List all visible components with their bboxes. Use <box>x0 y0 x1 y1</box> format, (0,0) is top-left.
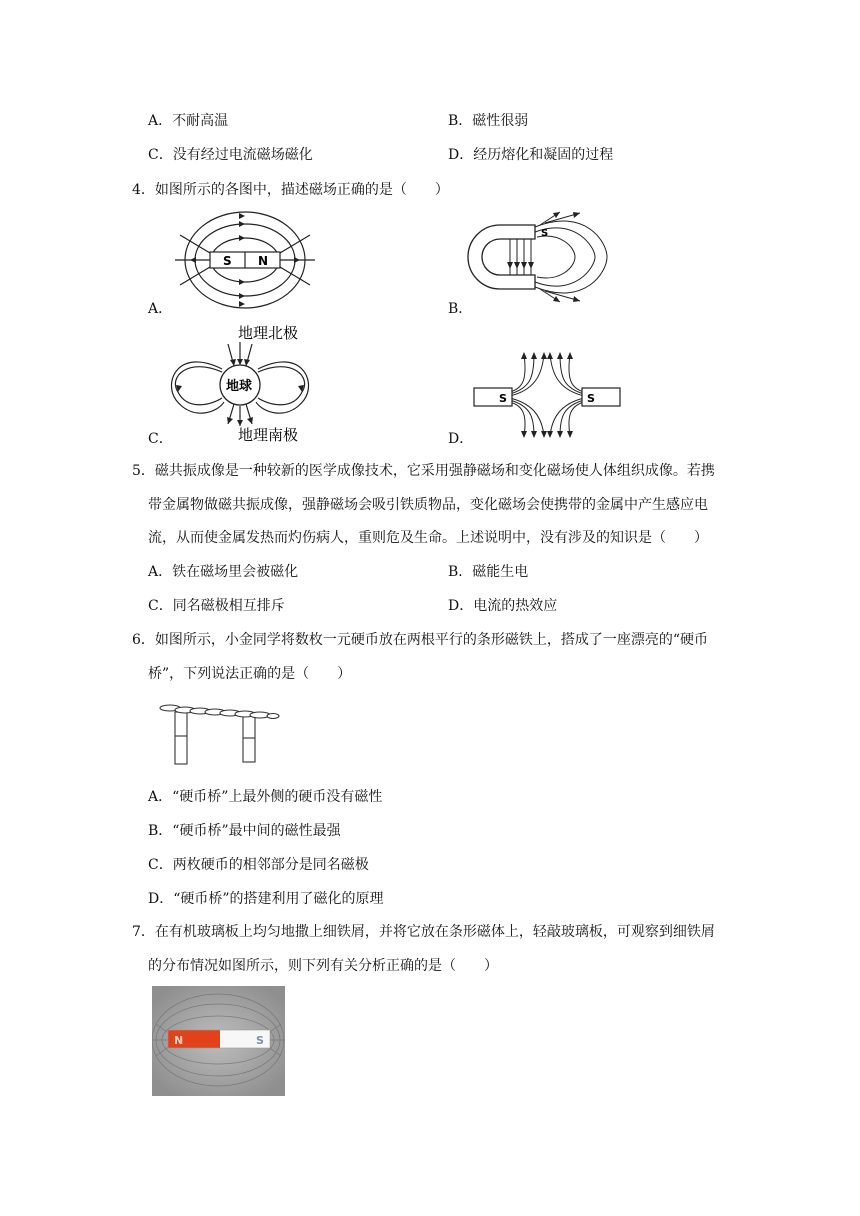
left-magnet-s-label: S <box>499 392 507 405</box>
q4-label-b: B． <box>448 301 473 317</box>
bar-magnet-field-figure <box>170 205 320 315</box>
magnet-s-label: S <box>223 254 232 268</box>
right-magnet-s-label: S <box>587 392 595 405</box>
q3-option-d: D．经历熔化和凝固的过程 <box>448 147 614 163</box>
coin-bridge-figure <box>155 700 280 768</box>
q6-option-a: A．“硬币桥”上最外侧的硬币没有磁性 <box>148 789 383 805</box>
earth-label: 地球 <box>226 379 253 394</box>
geographic-north-label: 地理北极 <box>238 324 299 342</box>
q6-option-d: D．“硬币桥”的搭建利用了磁化的原理 <box>148 891 384 907</box>
iron-filings-photo <box>152 986 285 1096</box>
q3-option-c: C．没有经过电流磁场磁化 <box>148 147 313 163</box>
q4-label-c: C． <box>148 431 173 447</box>
q7-stem-line2: 的分布情况如图所示，则下列有关分析正确的是（ ） <box>148 958 498 974</box>
horseshoe-magnet-field-figure <box>465 207 610 307</box>
q4-stem: 4．如图所示的各图中，描述磁场正确的是（ ） <box>132 182 449 198</box>
q6-stem-line2: 桥”，下列说法正确的是（ ） <box>148 666 352 682</box>
q4-label-d: D． <box>448 431 474 447</box>
q5-stem-line3: 流，从而使金属发热而灼伤病人，重则危及生命。上述说明中，没有涉及的知识是（ ） <box>148 530 708 546</box>
earth-magnetic-field-figure <box>168 322 313 446</box>
q7-stem-line1: 7．在有机玻璃板上均匀地撒上细铁屑，并将它放在条形磁体上，轻敲玻璃板，可观察到细铁屑 <box>132 924 715 940</box>
magnet-white-end-label: S <box>256 1034 264 1047</box>
q6-stem-line1: 6．如图所示，小金同学将数枚一元硬币放在两根平行的条形磁铁上，搭成了一座漂亮的“硬币 <box>132 632 709 648</box>
q5-option-b: B．磁能生电 <box>448 564 529 580</box>
q5-option-c: C．同名磁极相互排斥 <box>148 598 285 614</box>
q5-option-d: D．电流的热效应 <box>448 598 558 614</box>
q4-label-a: A． <box>148 301 173 317</box>
q6-option-b: B．“硬币桥”最中间的磁性最强 <box>148 823 341 839</box>
q5-option-a: A．铁在磁场里会被磁化 <box>148 564 299 580</box>
magnet-red-end-label: N <box>174 1034 184 1047</box>
q5-stem-line1: 5．磁共振成像是一种较新的医学成像技术，它采用强静磁场和变化磁场使人体组织成像。若携 <box>132 463 715 479</box>
q3-option-b: B．磁性很弱 <box>448 113 529 129</box>
q5-stem-line2: 带金属物做磁共振成像，强静磁场会吸引铁质物品，变化磁场会使携带的金属中产生感应电 <box>148 497 708 513</box>
geographic-south-label: 地理南极 <box>238 426 299 444</box>
magnet-n-label: N <box>258 254 269 268</box>
horseshoe-s-label: S <box>541 228 549 239</box>
q6-option-c: C．两枚硬币的相邻部分是同名磁极 <box>148 857 369 873</box>
q3-option-a: A．不耐高温 <box>148 113 229 129</box>
like-poles-field-figure <box>472 348 622 442</box>
